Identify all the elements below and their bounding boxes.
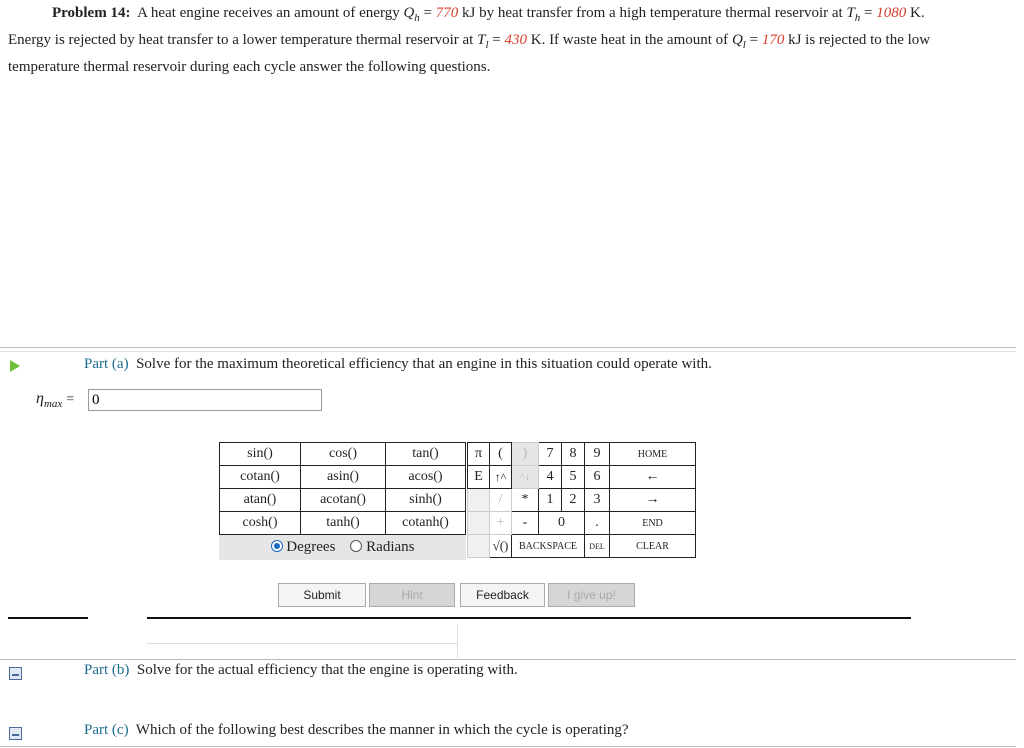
ql-value: 170 xyxy=(761,32,785,48)
radians-radio[interactable] xyxy=(350,540,362,552)
key-blank xyxy=(468,512,490,535)
submit-button[interactable]: Submit xyxy=(278,583,366,607)
problem-text: K. If waste heat in the amount of xyxy=(526,32,732,48)
divider xyxy=(0,659,1016,660)
divider xyxy=(0,351,1016,352)
key-up[interactable]: ↑^ xyxy=(490,466,512,489)
part-b-label: Part (b) xyxy=(84,662,130,678)
key-blank xyxy=(468,489,490,512)
play-icon[interactable] xyxy=(10,360,20,372)
radians-label: Radians xyxy=(366,538,415,555)
separator xyxy=(147,617,911,619)
key-2[interactable]: 2 xyxy=(562,489,585,512)
th-symbol: T xyxy=(846,5,855,21)
right-arrow-icon[interactable]: → xyxy=(610,489,696,512)
tl-symbol: T xyxy=(477,32,486,48)
separator xyxy=(457,624,458,658)
problem-text: temperature thermal reservoir during each cycle answer the following questions. xyxy=(8,59,491,75)
key-decimal[interactable]: . xyxy=(585,512,610,535)
key-minus[interactable]: - xyxy=(512,512,539,535)
qh-value: 770 xyxy=(435,5,459,21)
ql-symbol: Q xyxy=(731,32,743,48)
key-cotanh[interactable]: cotanh() xyxy=(386,512,466,535)
key-backspace[interactable]: BACKSPACE xyxy=(512,535,585,558)
key-home[interactable]: HOME xyxy=(610,443,696,466)
qh-symbol: Q xyxy=(403,5,415,21)
collapsed-part-icon[interactable] xyxy=(9,727,22,740)
key-pi[interactable]: π xyxy=(468,443,490,466)
key-end[interactable]: END xyxy=(610,512,696,535)
key-open-paren[interactable]: ( xyxy=(490,443,512,466)
key-del[interactable]: DEL xyxy=(585,535,610,558)
key-close-paren[interactable]: ) xyxy=(512,443,539,466)
problem-statement xyxy=(8,2,1018,78)
part-c-prompt xyxy=(84,722,629,739)
key-sqrt[interactable]: √() xyxy=(490,535,512,558)
problem-label: Problem 14: xyxy=(52,5,131,21)
key-plus[interactable]: + xyxy=(490,512,512,535)
separator xyxy=(147,643,457,644)
key-multiply[interactable]: * xyxy=(512,489,539,512)
equals: = xyxy=(860,5,877,21)
collapsed-part-icon[interactable] xyxy=(9,667,22,680)
separator xyxy=(8,617,88,619)
key-tan[interactable]: tan() xyxy=(386,443,466,466)
th-value: 1080 xyxy=(876,5,907,21)
eta-max-label xyxy=(36,390,74,410)
key-clear[interactable]: CLEAR xyxy=(610,535,696,558)
part-a-label: Part (a) xyxy=(84,356,129,372)
give-up-button[interactable]: I give up! xyxy=(548,583,635,607)
key-e[interactable]: E xyxy=(468,466,490,489)
equals: = xyxy=(419,5,436,21)
number-keypad xyxy=(467,442,696,558)
part-c-text: Which of the following best describes the manner in which the cycle is operating? xyxy=(135,722,629,738)
eta-symbol: η xyxy=(36,390,44,407)
degrees-label: Degrees xyxy=(286,538,336,555)
eta-subscript: max xyxy=(43,398,63,411)
key-atan[interactable]: atan() xyxy=(220,489,301,512)
divider xyxy=(0,347,1016,348)
key-tanh[interactable]: tanh() xyxy=(301,512,386,535)
problem-text: kJ by heat transfer from a high temperature thermal reservoir at xyxy=(458,5,847,21)
key-cotan[interactable]: cotan() xyxy=(220,466,301,489)
equals: = xyxy=(66,392,75,407)
problem-text: Energy is rejected by heat transfer to a lower temperature thermal reservoir at xyxy=(8,32,478,48)
key-cos[interactable]: cos() xyxy=(301,443,386,466)
key-divide[interactable]: / xyxy=(490,489,512,512)
part-b-text: Solve for the actual efficiency that the engine is operating with. xyxy=(136,662,518,678)
key-0[interactable]: 0 xyxy=(539,512,585,535)
divider xyxy=(0,746,1016,747)
left-arrow-icon[interactable]: ← xyxy=(610,466,696,489)
key-asin[interactable]: asin() xyxy=(301,466,386,489)
problem-text: A heat engine receives an amount of energy xyxy=(137,5,404,21)
key-7[interactable]: 7 xyxy=(539,443,562,466)
function-keypad xyxy=(219,442,466,560)
key-sinh[interactable]: sinh() xyxy=(386,489,466,512)
key-5[interactable]: 5 xyxy=(562,466,585,489)
key-blank xyxy=(468,535,490,558)
feedback-button[interactable]: Feedback xyxy=(460,583,545,607)
problem-text: kJ is rejected to the low xyxy=(784,32,931,48)
key-sin[interactable]: sin() xyxy=(220,443,301,466)
part-b-prompt xyxy=(84,662,518,679)
key-4[interactable]: 4 xyxy=(539,466,562,489)
part-a-prompt xyxy=(84,356,712,373)
hint-button[interactable]: Hint xyxy=(369,583,455,607)
part-c-label: Part (c) xyxy=(84,722,129,738)
key-3[interactable]: 3 xyxy=(585,489,610,512)
key-9[interactable]: 9 xyxy=(585,443,610,466)
key-down[interactable]: ^↓ xyxy=(512,466,539,489)
part-a-text: Solve for the maximum theoretical efficiency that an engine in this situation could operate with. xyxy=(136,356,712,372)
key-acotan[interactable]: acotan() xyxy=(301,489,386,512)
answer-input[interactable] xyxy=(88,389,322,411)
kelvin-unit: K. xyxy=(906,5,925,21)
key-6[interactable]: 6 xyxy=(585,466,610,489)
th-subscript: h xyxy=(854,12,861,24)
key-8[interactable]: 8 xyxy=(562,443,585,466)
ql-subscript: l xyxy=(742,39,746,51)
key-1[interactable]: 1 xyxy=(539,489,562,512)
tl-subscript: l xyxy=(485,39,489,51)
equals: = xyxy=(488,32,505,48)
key-cosh[interactable]: cosh() xyxy=(220,512,301,535)
key-acos[interactable]: acos() xyxy=(386,466,466,489)
angle-mode xyxy=(220,535,466,560)
degrees-radio[interactable] xyxy=(271,540,283,552)
qh-subscript: h xyxy=(414,12,420,24)
equals: = xyxy=(745,32,762,48)
tl-value: 430 xyxy=(504,32,527,48)
